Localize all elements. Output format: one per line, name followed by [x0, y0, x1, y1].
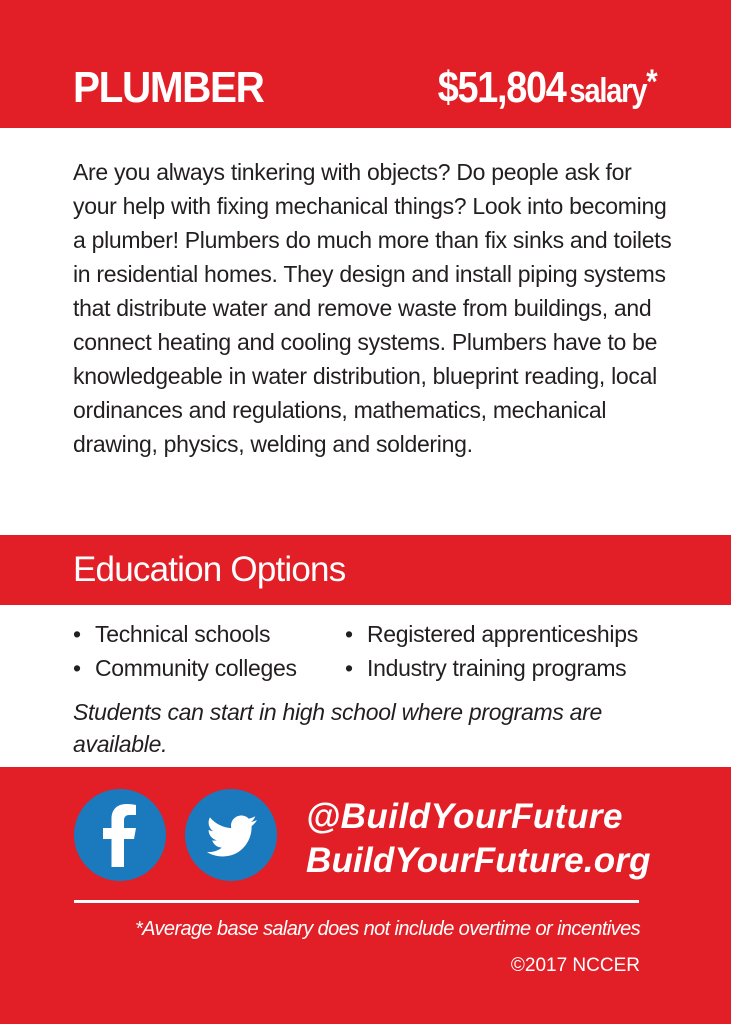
twitter-icon[interactable] [185, 789, 277, 881]
facebook-icon[interactable] [74, 789, 166, 881]
salary-amount: $51,804 [438, 63, 566, 112]
bullet: • [73, 621, 81, 647]
education-title: Education Options [73, 550, 346, 589]
education-list-right [345, 617, 638, 685]
education-option [73, 617, 297, 651]
twitter-icon-glyph [185, 789, 277, 881]
copyright: ©2017 NCCER [510, 955, 640, 976]
bullet: • [73, 655, 81, 681]
education-option-label: Industry training programs [367, 655, 627, 681]
website-link[interactable]: BuildYourFuture.org [306, 841, 651, 880]
bullet: • [345, 621, 353, 647]
education-option-label: Registered apprenticeships [367, 621, 638, 647]
education-note: Students can start in high school where programs are available. [73, 699, 603, 757]
salary-label: salary [569, 72, 647, 110]
education-option-label: Technical schools [95, 621, 271, 647]
facebook-icon-glyph [74, 789, 166, 881]
education-option [345, 617, 638, 651]
header-band [0, 0, 731, 128]
education-band [0, 535, 731, 605]
social-handle[interactable]: @BuildYourFuture [306, 797, 623, 836]
footer-band [0, 767, 731, 1024]
salary [438, 62, 658, 124]
salary-asterisk: * [646, 63, 658, 101]
education-list-left [73, 617, 297, 685]
education-option [345, 651, 638, 685]
job-description: Are you always tinkering with objects? Do people ask for your help with fixing mechanical things? Look into becoming a plumber! Plumbers do much more than fix sinks and toilets in residential homes. They design and install piping systems that distribute water and remove waste from buildings, and connect heating and cooling systems. Plumbers have to be knowledgeable in water distribution, blueprint reading, local ordinances and regulations, mathematics, mechanical drawing, physics, welding and soldering. [73, 159, 672, 457]
salary-disclaimer: *Average base salary does not include overtime or incentives [134, 918, 640, 940]
job-title: PLUMBER [73, 63, 264, 112]
education-option [73, 651, 297, 685]
footer-divider [74, 900, 639, 903]
education-option-label: Community colleges [95, 655, 297, 681]
bullet: • [345, 655, 353, 681]
